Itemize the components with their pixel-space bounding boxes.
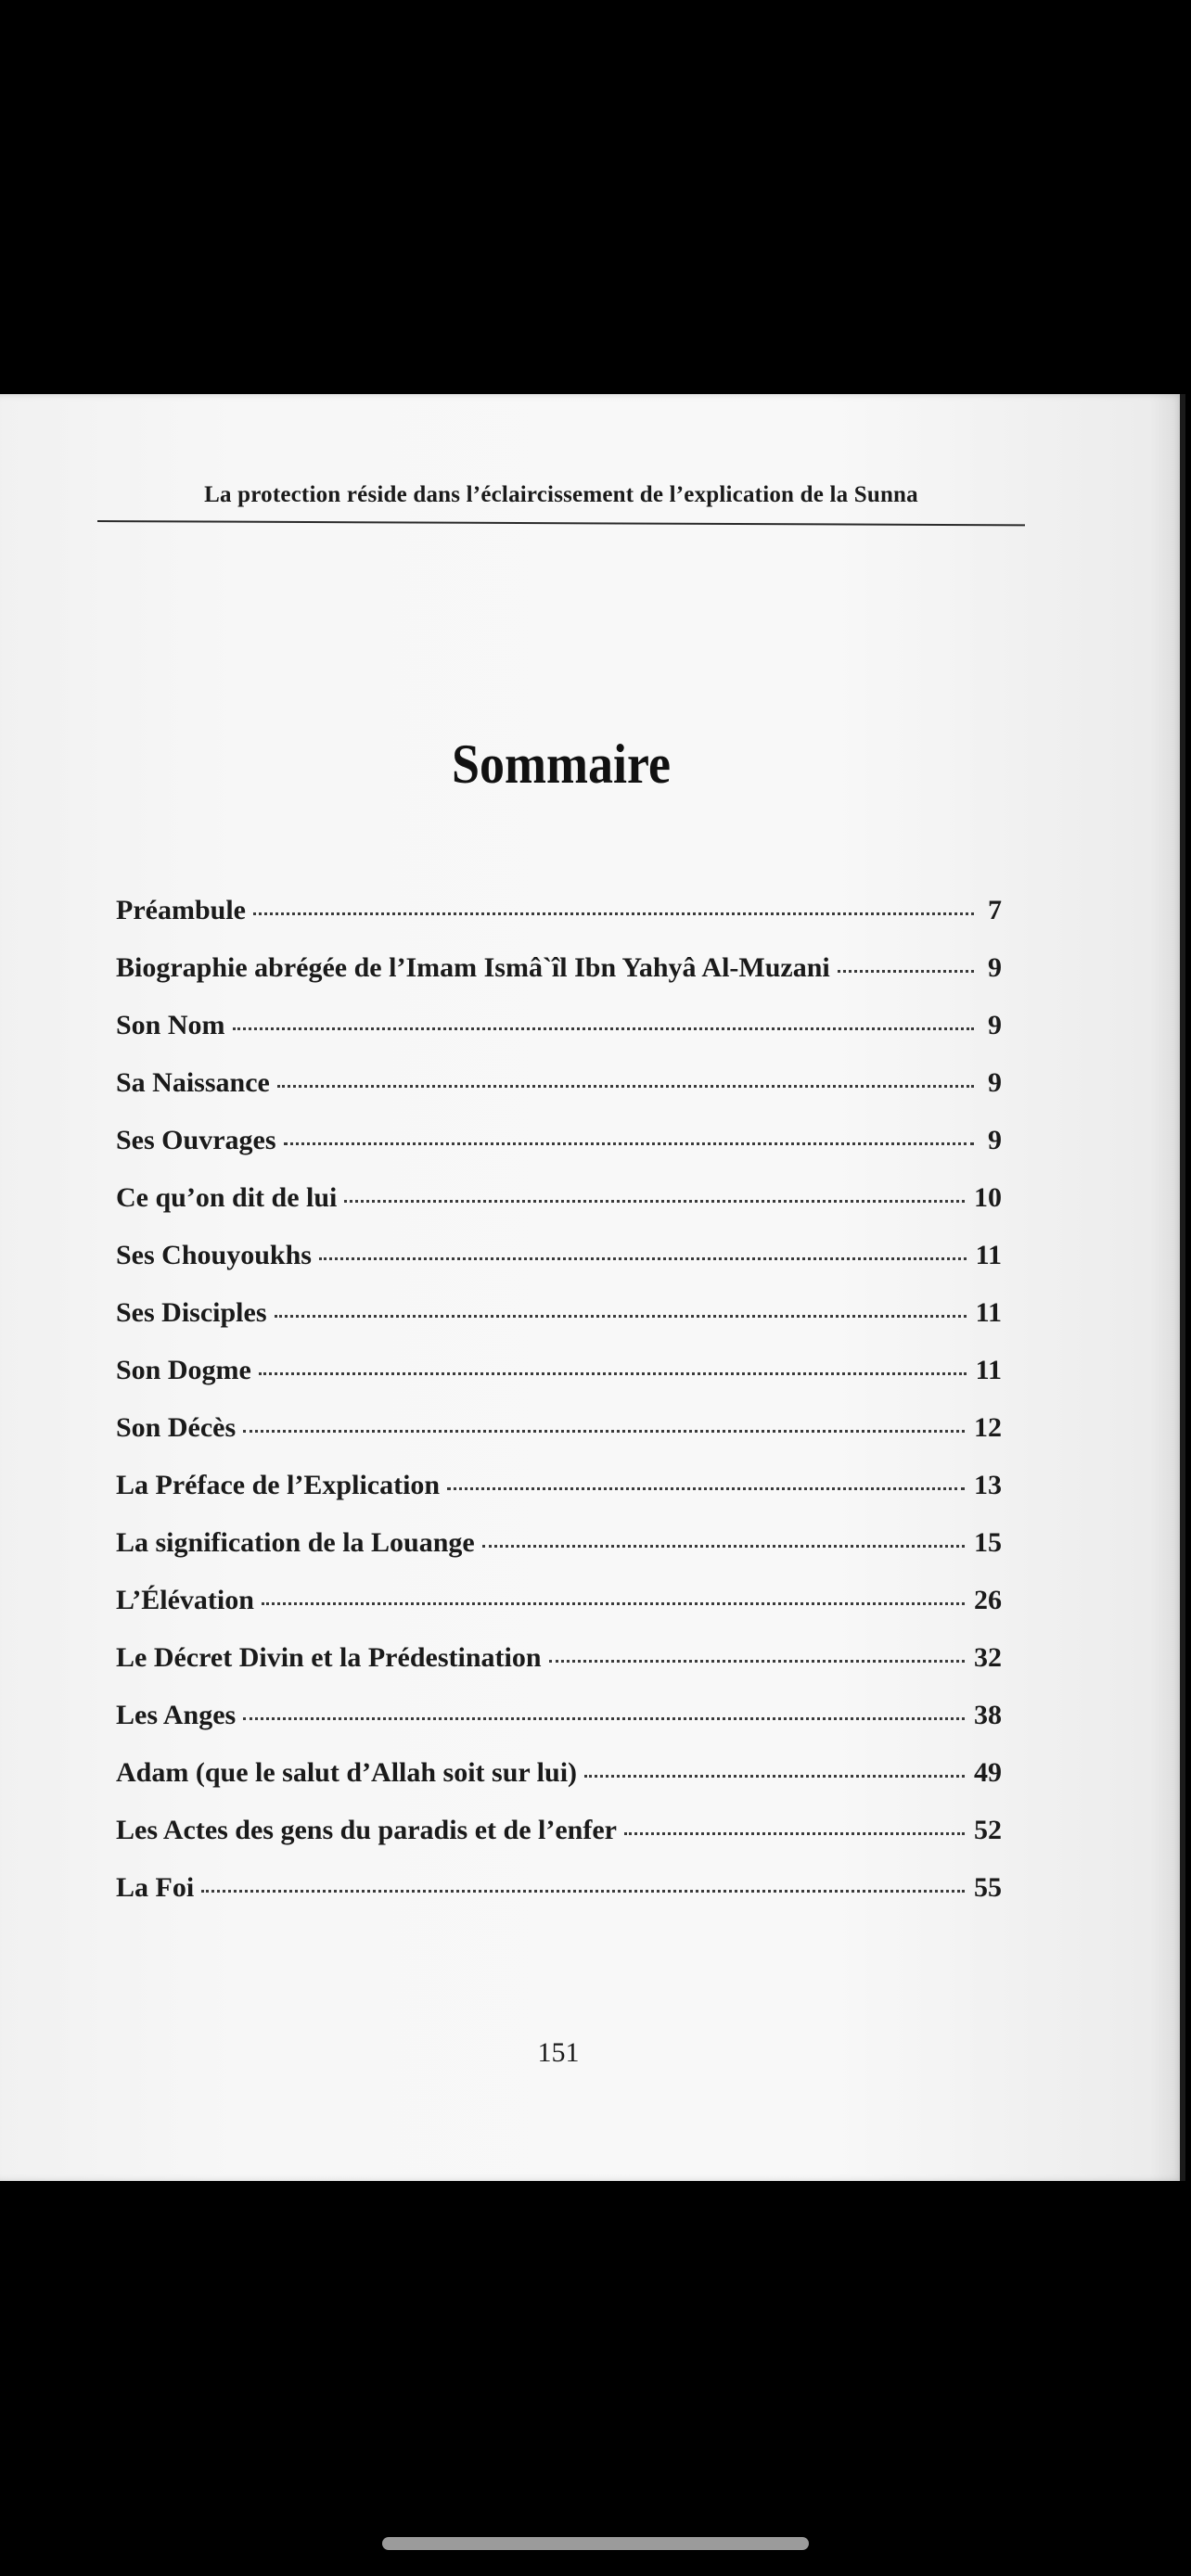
toc-entry-page: 9 <box>988 1067 1002 1098</box>
toc-entry-page: 38 <box>974 1700 1002 1730</box>
page-number: 151 <box>537 2037 580 2068</box>
toc-entry-page: 52 <box>974 1815 1002 1845</box>
page-title: Sommaire <box>452 733 671 795</box>
toc-entry-page: 11 <box>975 1355 1002 1385</box>
toc-entry <box>116 1240 1002 1297</box>
toc-entry-label: Biographie abrégée de l’Imam Ismâ`îl Ibn Yahyâ Al-Muzani <box>116 952 830 983</box>
toc-entry <box>116 1182 1002 1240</box>
toc-leader-dots <box>549 1660 965 1663</box>
toc-leader-dots <box>624 1832 965 1835</box>
toc-leader-dots <box>243 1430 965 1433</box>
toc-leader-dots <box>584 1775 965 1778</box>
toc-entry-label: Les Actes des gens du paradis et de l’enfer <box>116 1815 617 1845</box>
toc-leader-dots <box>482 1545 965 1548</box>
toc-entry-label: La Foi <box>116 1872 195 1903</box>
toc-entry-page: 55 <box>974 1872 1002 1903</box>
toc-leader-dots <box>253 912 974 915</box>
table-of-contents <box>116 895 1002 1930</box>
toc-leader-dots <box>838 970 974 973</box>
running-head: La protection réside dans l’éclaircissement de l’explication de la Sunna <box>204 482 918 507</box>
toc-entry <box>116 1527 1002 1585</box>
toc-entry-page: 11 <box>975 1240 1002 1270</box>
toc-entry-page: 9 <box>988 952 1002 983</box>
toc-entry-label: Son Nom <box>116 1010 225 1040</box>
toc-entry <box>116 1585 1002 1642</box>
toc-leader-dots <box>259 1372 967 1375</box>
toc-entry-page: 9 <box>988 1010 1002 1040</box>
toc-entry-page: 9 <box>988 1125 1002 1155</box>
toc-entry <box>116 952 1002 1010</box>
toc-leader-dots <box>284 1142 975 1145</box>
toc-entry <box>116 1815 1002 1872</box>
toc-entry <box>116 1355 1002 1412</box>
toc-leader-dots <box>201 1890 965 1893</box>
toc-entry-page: 11 <box>975 1297 1002 1328</box>
toc-entry <box>116 1757 1002 1815</box>
toc-leader-dots <box>262 1602 965 1605</box>
toc-entry <box>116 1642 1002 1700</box>
toc-entry-page: 10 <box>974 1182 1002 1213</box>
toc-entry <box>116 1125 1002 1182</box>
toc-entry <box>116 895 1002 952</box>
toc-entry-page: 49 <box>974 1757 1002 1788</box>
toc-entry-label: Ses Ouvrages <box>116 1125 276 1155</box>
toc-entry-page: 12 <box>974 1412 1002 1443</box>
toc-leader-dots <box>447 1487 965 1490</box>
toc-entry-page: 15 <box>974 1527 1002 1558</box>
toc-entry-page: 26 <box>974 1585 1002 1615</box>
toc-entry <box>116 1297 1002 1355</box>
toc-entry <box>116 1010 1002 1067</box>
toc-entry-label: Préambule <box>116 895 246 925</box>
toc-entry-label: Ses Disciples <box>116 1297 267 1328</box>
toc-entry-page: 7 <box>988 895 1002 925</box>
toc-entry-page: 13 <box>974 1470 1002 1500</box>
toc-entry <box>116 1067 1002 1125</box>
toc-entry-label: Le Décret Divin et la Prédestination <box>116 1642 542 1673</box>
toc-entry-label: Son Décès <box>116 1412 237 1443</box>
home-indicator[interactable] <box>382 2537 809 2550</box>
toc-entry-label: Sa Naissance <box>116 1067 270 1098</box>
toc-entry-label: Ses Chouyoukhs <box>116 1240 312 1270</box>
toc-entry-label: La signification de la Louange <box>116 1527 475 1558</box>
page-edge <box>1180 394 1185 2181</box>
toc-entry <box>116 1872 1002 1930</box>
toc-entry-label: Les Anges <box>116 1700 237 1730</box>
toc-leader-dots <box>344 1200 965 1203</box>
toc-entry-label: Ce qu’on dit de lui <box>116 1182 338 1213</box>
toc-leader-dots <box>277 1085 974 1088</box>
toc-entry <box>116 1470 1002 1527</box>
toc-leader-dots <box>243 1717 965 1720</box>
toc-entry-page: 32 <box>974 1642 1002 1673</box>
toc-leader-dots <box>275 1315 967 1318</box>
toc-leader-dots <box>319 1257 967 1260</box>
toc-entry-label: Adam (que le salut d’Allah soit sur lui) <box>116 1757 578 1788</box>
toc-entry <box>116 1700 1002 1757</box>
toc-leader-dots <box>233 1027 974 1030</box>
toc-entry-label: Son Dogme <box>116 1355 251 1385</box>
toc-entry <box>116 1412 1002 1470</box>
toc-entry-label: L’Élévation <box>116 1585 254 1615</box>
toc-entry-label: La Préface de l’Explication <box>116 1470 441 1500</box>
